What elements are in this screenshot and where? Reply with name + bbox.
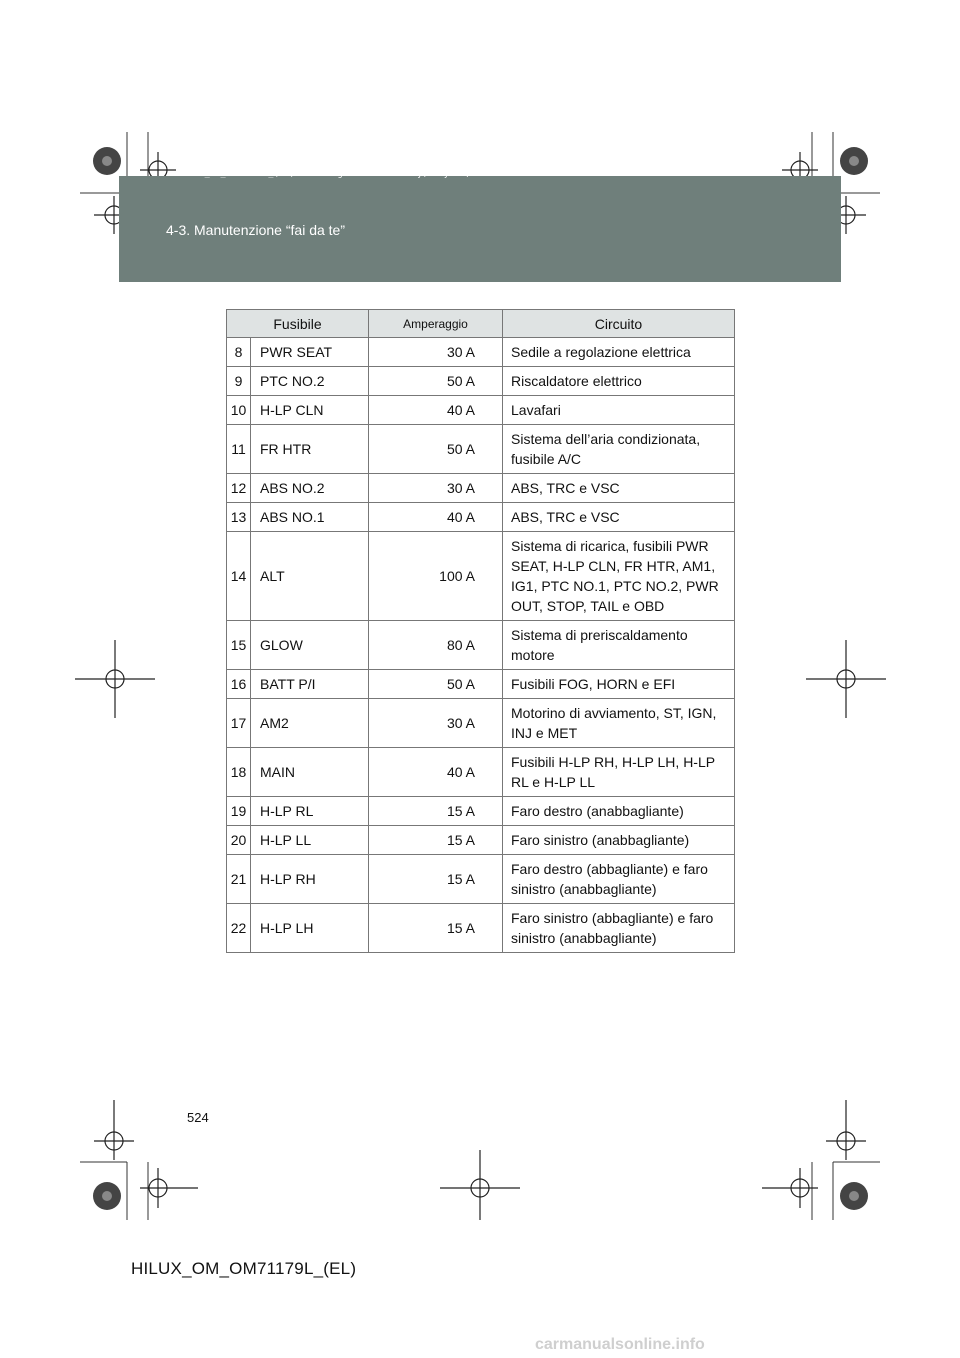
cell-number: 14 xyxy=(227,532,251,621)
register-target-icon xyxy=(140,1168,198,1208)
cell-number: 20 xyxy=(227,826,251,855)
cell-amperage: 40 A xyxy=(369,748,503,797)
cell-fuse: H-LP RL xyxy=(251,797,369,826)
cell-amperage: 50 A xyxy=(369,425,503,474)
table-row xyxy=(227,396,735,425)
cell-amperage: 15 A xyxy=(369,904,503,953)
cell-fuse: AM2 xyxy=(251,699,369,748)
cell-fuse: BATT P/I xyxy=(251,670,369,699)
cell-circuit: Lavafari xyxy=(503,396,735,425)
section-title: 4-3. Manutenzione “fai da te” xyxy=(166,222,345,238)
table-row xyxy=(227,826,735,855)
cell-amperage: 30 A xyxy=(369,338,503,367)
cell-circuit: ABS, TRC e VSC xyxy=(503,503,735,532)
cell-fuse: H-LP LL xyxy=(251,826,369,855)
starburst-mark-icon xyxy=(93,147,121,175)
cell-amperage: 50 A xyxy=(369,670,503,699)
table-header-row xyxy=(227,310,735,338)
print-stamp: HILUX_OM_OM71179L_(EL).book Page 524 Wednesday, May 16, 2012 11:37 AM xyxy=(178,169,545,179)
cell-circuit: Sedile a regolazione elettrica xyxy=(503,338,735,367)
cell-circuit: Fusibili FOG, HORN e EFI xyxy=(503,670,735,699)
cell-circuit: Faro destro (anabbagliante) xyxy=(503,797,735,826)
cell-circuit: ABS, TRC e VSC xyxy=(503,474,735,503)
table-row xyxy=(227,904,735,953)
document-code: HILUX_OM_OM71179L_(EL) xyxy=(131,1259,357,1278)
fuse-table xyxy=(226,309,735,953)
starburst-mark-icon xyxy=(840,1182,868,1210)
cell-amperage: 30 A xyxy=(369,699,503,748)
cell-circuit: Sistema di ricarica, fusibili PWR SEAT, H-LP CLN, FR HTR, AM1, IG1, PTC NO.1, PTC NO.2, PWR OUT, STOP, TAIL e OBD xyxy=(503,532,735,621)
column-header-circuito: Circuito xyxy=(503,310,735,338)
cell-number: 19 xyxy=(227,797,251,826)
column-header-amperaggio: Amperaggio xyxy=(369,310,503,338)
cell-circuit: Riscaldatore elettrico xyxy=(503,367,735,396)
table-row xyxy=(227,338,735,367)
table-row xyxy=(227,797,735,826)
cell-number: 8 xyxy=(227,338,251,367)
cell-number: 21 xyxy=(227,855,251,904)
starburst-mark-icon xyxy=(93,1182,121,1210)
cell-amperage: 80 A xyxy=(369,621,503,670)
cell-number: 16 xyxy=(227,670,251,699)
cell-circuit: Faro destro (abbagliante) e faro sinistro (anabbagliante) xyxy=(503,855,735,904)
cell-amperage: 15 A xyxy=(369,826,503,855)
cell-amperage: 30 A xyxy=(369,474,503,503)
cell-amperage: 15 A xyxy=(369,855,503,904)
cell-number: 17 xyxy=(227,699,251,748)
cell-circuit: Faro sinistro (abbagliante) e faro sinistro (anabbagliante) xyxy=(503,904,735,953)
cell-number: 9 xyxy=(227,367,251,396)
cell-number: 13 xyxy=(227,503,251,532)
cell-fuse: H-LP LH xyxy=(251,904,369,953)
cell-number: 22 xyxy=(227,904,251,953)
cell-fuse: ABS NO.2 xyxy=(251,474,369,503)
cell-amperage: 40 A xyxy=(369,503,503,532)
register-target-icon xyxy=(762,1168,818,1208)
table-row xyxy=(227,367,735,396)
fuse-table-body xyxy=(227,338,735,953)
cell-amperage: 50 A xyxy=(369,367,503,396)
cell-number: 12 xyxy=(227,474,251,503)
column-header-fusibile: Fusibile xyxy=(227,310,369,338)
page-number: 524 xyxy=(187,1110,209,1125)
cell-amperage: 100 A xyxy=(369,532,503,621)
cell-number: 10 xyxy=(227,396,251,425)
table-row xyxy=(227,621,735,670)
table-row xyxy=(227,532,735,621)
cell-fuse: PTC NO.2 xyxy=(251,367,369,396)
watermark-url: carmanualsonline.info xyxy=(535,1336,705,1353)
starburst-mark-icon xyxy=(840,147,868,175)
table-row xyxy=(227,670,735,699)
cell-circuit: Faro sinistro (anabbagliante) xyxy=(503,826,735,855)
cell-number: 18 xyxy=(227,748,251,797)
cell-fuse: H-LP CLN xyxy=(251,396,369,425)
register-target-icon xyxy=(440,1150,520,1220)
cell-fuse: H-LP RH xyxy=(251,855,369,904)
register-target-icon xyxy=(75,640,155,718)
table-row xyxy=(227,748,735,797)
cell-number: 15 xyxy=(227,621,251,670)
cell-circuit: Fusibili H-LP RH, H-LP LH, H-LP RL e H-LP LL xyxy=(503,748,735,797)
cell-fuse: ABS NO.1 xyxy=(251,503,369,532)
table-row xyxy=(227,699,735,748)
cell-fuse: MAIN xyxy=(251,748,369,797)
cell-amperage: 15 A xyxy=(369,797,503,826)
register-target-icon xyxy=(806,640,886,718)
cell-fuse: ALT xyxy=(251,532,369,621)
cell-fuse: GLOW xyxy=(251,621,369,670)
table-row xyxy=(227,425,735,474)
table-row xyxy=(227,474,735,503)
cell-amperage: 40 A xyxy=(369,396,503,425)
cell-circuit: Sistema di preriscaldamento motore xyxy=(503,621,735,670)
cell-fuse: FR HTR xyxy=(251,425,369,474)
cell-circuit: Sistema dell’aria condizionata, fusibile A/C xyxy=(503,425,735,474)
cell-fuse: PWR SEAT xyxy=(251,338,369,367)
cell-circuit: Motorino di avviamento, ST, IGN, INJ e MET xyxy=(503,699,735,748)
table-row xyxy=(227,855,735,904)
register-target-icon xyxy=(826,1100,866,1160)
cell-number: 11 xyxy=(227,425,251,474)
register-target-icon xyxy=(94,1100,134,1160)
table-row xyxy=(227,503,735,532)
